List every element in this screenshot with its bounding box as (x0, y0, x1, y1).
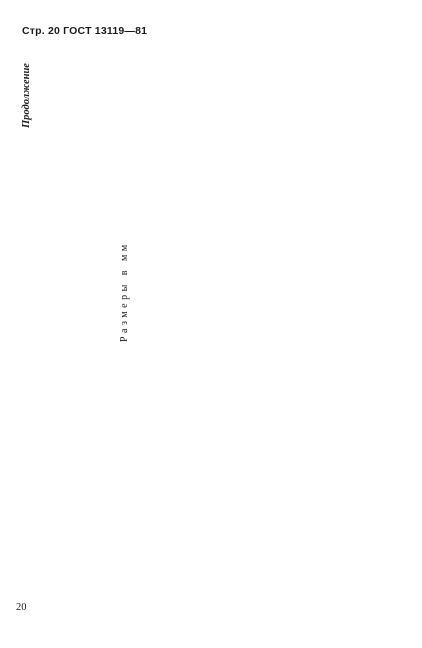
rotated-table-sheet (23, 40, 403, 648)
page-header: Стр. 20 ГОСТ 13119—81 (22, 25, 148, 37)
dimensions-caption: Размеры в мм (119, 241, 130, 342)
continuation-label: Продолжение (21, 63, 32, 128)
page-number: 20 (16, 602, 27, 613)
